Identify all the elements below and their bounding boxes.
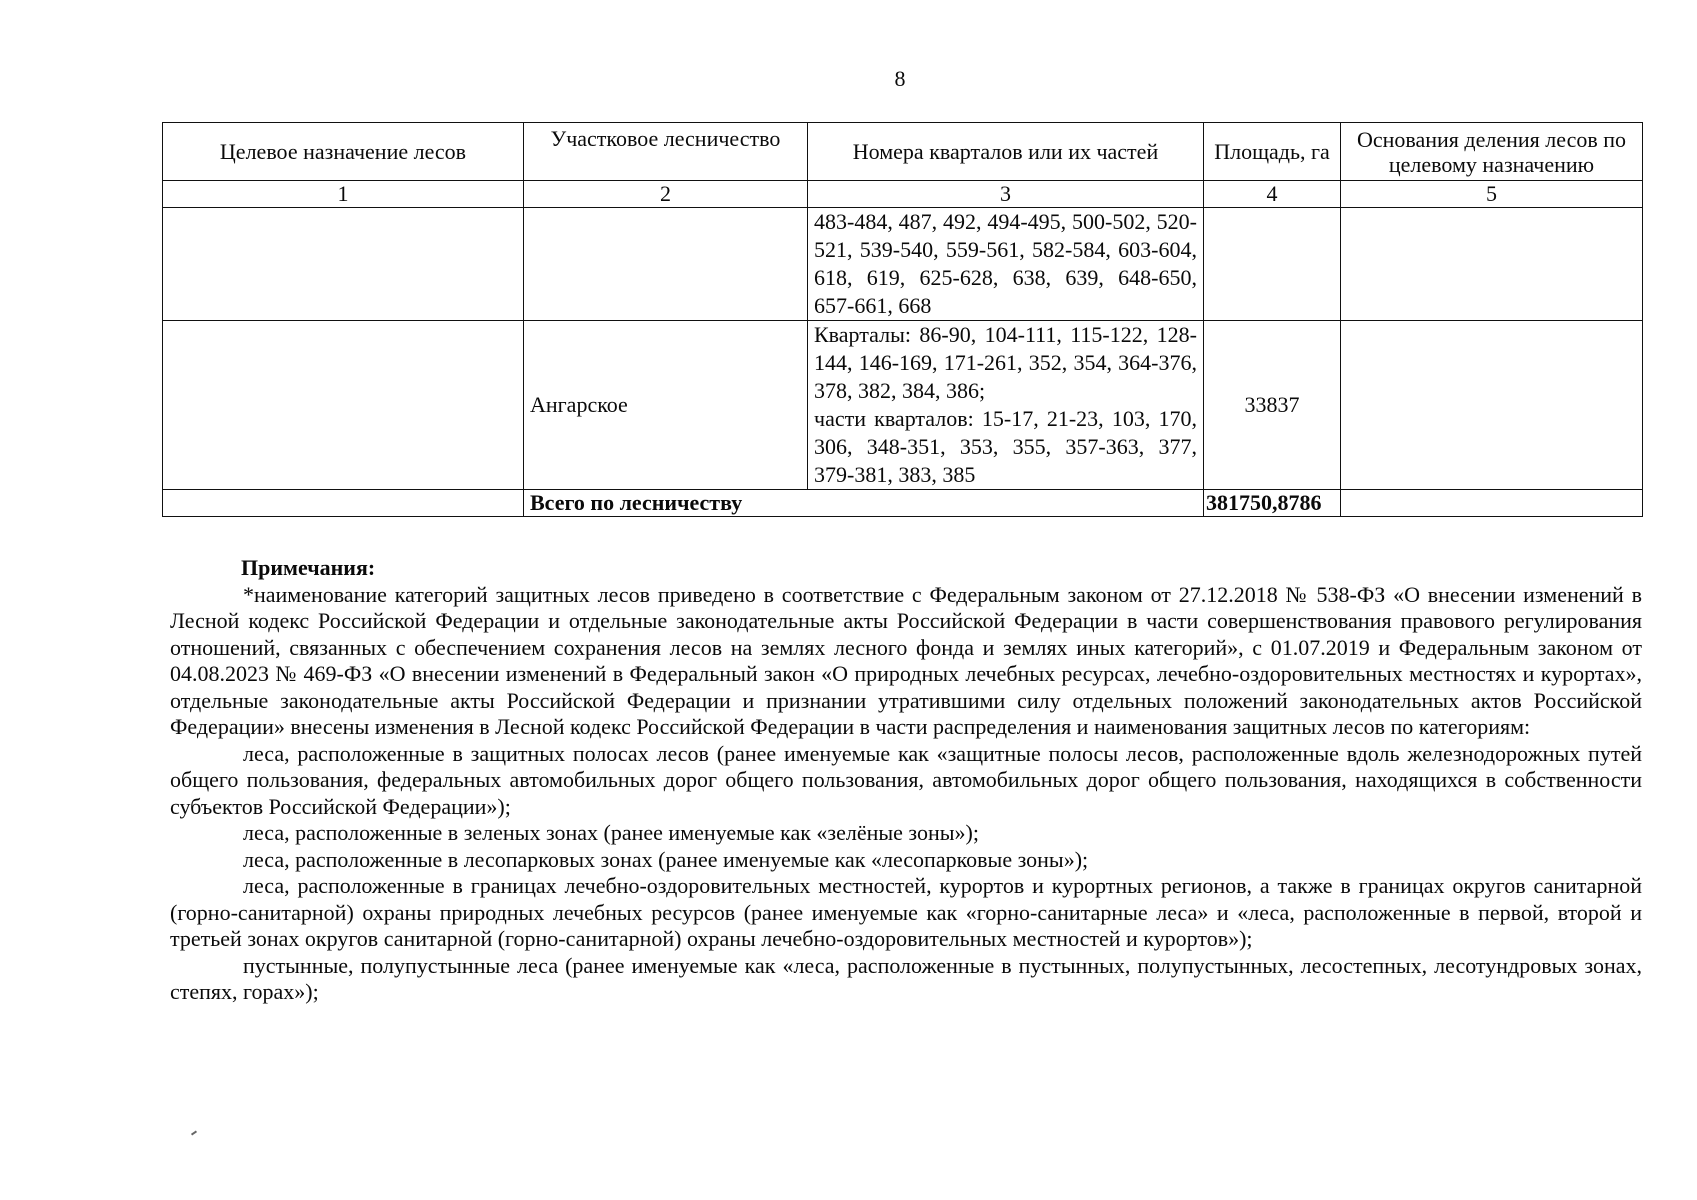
forest-purpose-table: [162, 122, 1643, 517]
note-paragraph: леса, расположенные в зеленых зонах (ранее именуемые как «зелёные зоны»);: [243, 820, 979, 845]
header-basis: Основания деления лесов по целевому назначению: [1341, 123, 1643, 181]
cell-basis: [1341, 208, 1643, 321]
header-area: Площадь, га: [1204, 123, 1341, 181]
pen-mark: [191, 1130, 197, 1135]
note-paragraph: *наименование категорий защитных лесов приведено в соответствие с Федеральным законом от 27.12.2018 № 538-ФЗ «О внесении изменений в Лесной кодекс Российской Федерации и отдельные законодательные акты Российской Федерации в части совершенствования правового регулирования отношений, связанных с обеспечением сохранения лесов на землях лесного фонда и землях иных категорий», с 01.07.2019 и Федеральным законом от 04.08.2023 № 469-ФЗ «О внесении изменений в Федеральный закон «О природных лечебных ресурсах, лечебно-оздоровительных местностях и курортах», отдельные законодательные акты Российской Федерации и признании утратившими силу отдельных положений законодательных актов Российской Федерации» внесены изменения в Лесной кодекс Российской Федерации в части распределения и наименования защитных лесов по категориям:: [170, 581, 1642, 739]
page-number: 8: [894, 66, 906, 91]
cell-purpose: [163, 321, 524, 490]
total-basis-cell: [1341, 490, 1643, 517]
column-numbers-row: [163, 181, 1643, 208]
cell-quarters: [808, 321, 1204, 490]
cell-forestry: [524, 208, 808, 321]
quarters-list: Кварталы: 86-90, 104-111, 115-122, 128-144, 146-169, 171-261, 352, 354, 364-376, 378, 382, 384, 386;: [814, 322, 1197, 403]
total-label: Всего по лесничеству: [524, 490, 1204, 517]
table-row: [163, 208, 1643, 321]
table-header-row: [163, 123, 1643, 181]
header-quarters: Номера кварталов или их частей: [808, 123, 1204, 181]
column-number: 3: [808, 181, 1204, 208]
notes-heading: Примечания:: [241, 555, 376, 580]
cell-area: [1204, 208, 1341, 321]
header-purpose: Целевое назначение лесов: [163, 123, 524, 181]
note-paragraph: леса, расположенные в границах лечебно-оздоровительных местностей, курортов и курортных регионов, а также в границах округов санитарной (горно-санитарной) охраны природных лечебных ресурсов (ранее именуемые как «горно-санитарные леса» и «леса, расположенные в первой, второй и третьей зонах округов санитарной (горно-санитарной) охраны лечебно-оздоровительных местностей и курортов»);: [170, 873, 1642, 951]
cell-purpose: [163, 208, 524, 321]
cell-forestry: Ангарское: [524, 321, 808, 490]
total-empty-cell: [163, 490, 524, 517]
column-number: 4: [1204, 181, 1341, 208]
note-paragraph: леса, расположенные в лесопарковых зонах (ранее именуемые как «лесопарковые зоны»);: [243, 846, 1089, 872]
header-forestry: Участковое лесничество: [524, 123, 808, 181]
quarter-parts-list: части кварталов: 15-17, 21-23, 103, 170, 306, 348-351, 353, 355, 357-363, 377, 379-381, 383, 385: [814, 406, 1197, 487]
column-number: 5: [1341, 181, 1643, 208]
notes-section: [170, 555, 1642, 1006]
note-paragraph: пустынные, полупустынные леса (ранее именуемые как «леса, расположенные в пустынных, полупустынных, лесостепных, лесотундровых зонах, степях, горах»);: [170, 952, 1642, 1004]
column-number: 2: [524, 181, 808, 208]
table-row: [163, 321, 1643, 490]
cell-quarters: 483-484, 487, 492, 494-495, 500-502, 520-521, 539-540, 559-561, 582-584, 603-604, 618, 619, 625-628, 638, 639, 648-650, 657-661, 668: [808, 208, 1204, 321]
total-area: 381750,8786: [1204, 490, 1341, 517]
total-row: [163, 490, 1643, 517]
note-paragraph: леса, расположенные в защитных полосах лесов (ранее именуемые как «защитные полосы лесов, расположенные вдоль железнодорожных путей общего пользования, федеральных автомобильных дорог общего пользования, автомобильных дорог общего пользования, находящихся в собственности субъектов Российской Федерации»);: [170, 740, 1642, 819]
column-number: 1: [163, 181, 524, 208]
cell-area: 33837: [1204, 321, 1341, 490]
cell-basis: [1341, 321, 1643, 490]
